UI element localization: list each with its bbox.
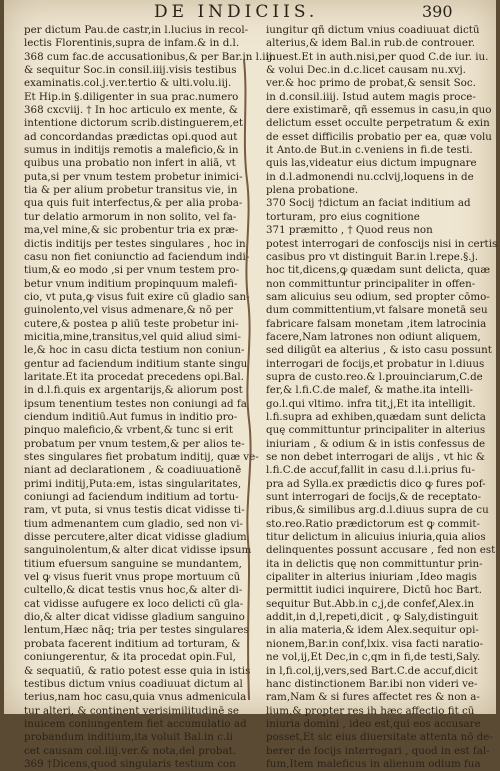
text-line: titur delictum in alicuius iniuria,quia alios (266, 531, 486, 544)
text-line: hoc tit,dicens,ꝙ quædam sunt delicta, quæ (266, 264, 491, 277)
text-line: cat vidisse aufugere ex loco delicti cū gla- (24, 597, 244, 610)
text-line: l.fi.supra ad exhiben,quædam sunt delicta (266, 410, 486, 423)
text-line: nionem,Bar.in conf,lxix. visa facti naratio- (266, 637, 484, 650)
text-line: interrogari de focijs,et probatur in l.diuus (266, 357, 485, 370)
text-line: non committuntur principaliter in offen- (266, 277, 476, 290)
text-line: casu non fiet coniunctio ad faciendum indi- (24, 250, 250, 263)
text-line: iniuriam , & odium & in istis confessus de (266, 437, 486, 450)
text-line: sam alicuius seu odium, sed propter cōmo- (266, 290, 490, 303)
text-line: laritate.Et ita procedat precedens opi.Bal. (24, 370, 244, 383)
text-line: micitia,mine,transitus,vel quid aliud simi- (24, 330, 241, 343)
text-line: sunt interrogari de focijs,& de receptato- (266, 491, 482, 504)
page-header (4, 2, 496, 24)
text-line: pinquo maleficio,& vrbent,& tunc si erit (24, 424, 233, 437)
text-line: dum committentium,vt falsare monetā seu (266, 304, 488, 317)
text-line: l.fi.C.de accuf,fallit in casu d.l.i.prius fu- (266, 464, 475, 477)
text-line: disse percutere,alter dicat vidisse gladium (24, 531, 247, 544)
text-line: in d.consil.iiij. Istud autem magis proce- (266, 90, 476, 103)
text-line: potest interrogari de confoscijs nisi in certis (266, 237, 498, 250)
text-line: fum,Item maleficus in alienum odium fua (266, 757, 481, 770)
text-line: dio,& alter dicat vidisse gladium sanguino (24, 611, 245, 624)
text-line: inuest.Et in auth.nisi,per quod C.de iur. iu. (266, 50, 489, 63)
text-line: Et Hip.in §.diligenter in sua prac.numero (24, 90, 239, 103)
text-line: ver.& hoc primo de probat,& sensit Soc. (266, 77, 476, 90)
text-line: ipsum tenentium testes non coniungi ad fa (24, 397, 247, 410)
text-line: in alia materia,& idem Alex.sequitur opi- (266, 624, 479, 637)
text-line: delinquentes possunt accusare , fed non est (266, 544, 496, 557)
text-line: quis las,videatur eius dictum impugnare (266, 157, 477, 170)
text-line: berer de focijs interrogari , quod in est fal- (266, 744, 490, 757)
text-line: titium efuersum sanguine se mundantem, (24, 557, 242, 570)
text-line: ma,vel mine,& sic probentur tria ex præ- (24, 224, 239, 237)
text-line: 368 cxcviij. † In hoc articulo ex mente, & (24, 104, 238, 117)
text-line: in d.l.admonendi nu.cclvij,loquens in de (266, 170, 474, 183)
text-line: 369 †Dicens,quod singularis testium con (24, 757, 236, 770)
text-line: quę committuntur principaliter in alterius (266, 424, 486, 437)
text-line: facere,Nam latrones non odiunt aliquem, (266, 330, 481, 343)
text-line: stes singulares fiet probatum inditij, quæ ve- (24, 451, 259, 463)
text-line: it Anto.de But.in c.veniens in fi.de testi. (266, 144, 473, 157)
text-line: gentur ad faciendum inditium stante singu (24, 357, 248, 370)
text-line: betur vnum inditium propinquum malefi- (24, 277, 238, 290)
book-page (4, 0, 498, 770)
text-line: sanguinolentum,& alter dicat vidisse ipsum (24, 544, 252, 557)
text-line: torturam, pro eius cognitione (266, 210, 420, 223)
text-line: sequitur But.Abb.in c,j,de confef,Alex.in (266, 597, 475, 610)
text-line: ram, vt puta, si vnus testis dicat vidisse ti- (24, 504, 245, 517)
text-line: tur delatio armorum in non solito, vel fa- (24, 210, 237, 223)
text-line: tium,& eo modo ,si per vnum testem pro- (24, 264, 240, 277)
text-line: cultello,& dicat testis vnus hoc,& alter di- (24, 584, 243, 597)
text-line: probandum inditium,ita voluit Bal.in c.li (24, 731, 233, 744)
text-line: per dictum Pau.de castr,in l.lucius in recol- (24, 24, 249, 36)
text-line: inuicem coniungentem fiet accumulatio ad (24, 717, 247, 730)
text-line: 371 præmitto , † Quod reus non (266, 224, 433, 237)
text-line: permittit iudici inquirere, Dictū hoc Bart. (266, 584, 483, 597)
right-text-column (266, 24, 498, 770)
text-line: dere existimarē, qñ essemus in casu,in quo (266, 104, 492, 117)
page-number: 390 (422, 2, 453, 21)
text-line: hanc distinctionem Bar.ibi non videri ve- (266, 677, 478, 690)
text-line: qua quis fuit interfectus,& per alia proba- (24, 197, 243, 210)
text-line: supra de custo.reo.& l.prouinciarum,C.de (266, 370, 483, 383)
text-line: terius,nam hoc casu,quia vnus admenicula (24, 691, 247, 704)
text-line: cutere,& postea p aliū teste probetur ini- (24, 317, 239, 330)
text-line: lentum,Hæc nāq; tria per testes singulares (24, 624, 249, 637)
text-line: & volui Dec.in d.c.licet causam nu.xvj. (266, 64, 466, 77)
text-line: 370 Socij †dictum an faciat inditium ad (266, 197, 471, 210)
text-line: & sequitur Soc.in consil.iiij.visis testibus (24, 64, 237, 77)
text-line: iungitur qñ dictum vnius coadiuuat dictū (266, 24, 480, 36)
text-line: sed diligūt ea alterius , & isto casu possunt (266, 344, 492, 357)
text-line: tia & per alium probetur transitus vie, in (24, 184, 238, 197)
text-line: puta,si per vnum testem probetur inimici- (24, 170, 243, 183)
text-line: in l,fi.col,ij,vers,sed Bart.C.de accuf,dicit (266, 664, 478, 677)
text-line: casibus pro vt distinguit Bar.in l.repe.§.j. (266, 250, 479, 263)
text-line: ram,Nam & si fures affectet res & non a- (266, 691, 480, 704)
text-line: cio, vt puta,ꝙ visus fuit exire cū gladio san- (24, 290, 250, 303)
left-text-column (24, 24, 276, 770)
text-line: guinolento,vel visus admenare,& nō per (24, 304, 233, 317)
text-line: lium,& propter res ih hæc affectio fit cū (266, 704, 475, 717)
text-line: fabricare falsam monetam ,item latrocinia (266, 317, 487, 330)
text-line: coniungerentur, & ita procedat opin.Ful, (24, 651, 236, 664)
text-line: testibus dictum vnius coadiuuat dictum al (24, 677, 243, 690)
text-line: 368 cum fac.de accusationibus,& per Bar.in l.iij. (24, 50, 276, 63)
text-line: vel ꝙ visus fuerit vnus prope mortuum cū (24, 571, 241, 584)
text-line: dictis inditijs per testes singulares , hoc in (24, 237, 246, 250)
text-line: lectis Florentinis,supra de infam.& in d.l. (24, 37, 240, 50)
text-line: probatum per vnum testem,& per alios te- (24, 437, 245, 450)
text-line: le,& hoc in casu dicta testium non coniun- (24, 344, 245, 357)
text-line: in d.l.fi.quis ex argentarijs,& aliorum post (24, 384, 243, 397)
text-line: alterius,& idem Bal.in rub.de controuer. (266, 37, 476, 50)
text-line: probata facerent inditium ad torturam, & (24, 637, 241, 650)
text-line: primi inditij,Puta:em, istas singularitates, (24, 477, 242, 490)
text-line: pra ad Sylla.ex prædictis dico ꝙ fures pof- (266, 477, 486, 490)
text-line: go.l.qui vltimo. infra tit,j,Et ita intelligit. (266, 397, 476, 410)
text-line: fer,& l.fi.C.de malef, & mathe.ita intelli- (266, 384, 473, 397)
text-line: cet causam col.iiij.ver.& nota,del probat. (24, 744, 237, 757)
text-line: niant ad declarationem , & coadiuuationē (24, 464, 242, 477)
text-line: ribus,& similibus arg.d.l.diuus supra de cu (266, 504, 489, 517)
text-line: ita in delictis quę non committuntur prin- (266, 557, 483, 570)
text-line: sumus in inditijs remotis a maleficio,& in (24, 144, 239, 157)
text-line: tium admenantem cum gladio, sed non vi- (24, 517, 244, 530)
text-line: posset,Et sic eius diuersitate attenta nō de- (266, 731, 493, 744)
text-line: addit,in d,l,repeti,dicit , ꝙ Saly,distinguit (266, 611, 479, 624)
text-line: ne vol,ij,Et Dec,in c,qm in fi,de testi,Saly. (266, 651, 481, 664)
text-line: examinatis.col.j.ver.tertio & ulti.volu.iij. (24, 77, 232, 90)
text-line: sto.reo.Ratio prædictorum est ꝙ commit- (266, 517, 481, 530)
text-line: quibus una probatio non infert in aliā, vt (24, 157, 236, 170)
text-line: de esset difficilis probatio per ea, quæ volu (266, 130, 492, 143)
text-line: cipaliter in alterius iniuriam ,Ideo magis (266, 571, 477, 584)
text-line: iniuria domini , ideo est,qui eos accusare (266, 717, 481, 730)
running-title: DE INDICIIS. (154, 2, 319, 22)
text-line: ad concordandas prædictas opi.quod aut (24, 130, 238, 143)
text-line: plena probatione. (266, 184, 359, 197)
text-line: tur alteri, & continent verisimilitudinē se (24, 704, 240, 717)
text-line: se non debet interrogari de alijs , vt hic & (266, 451, 485, 463)
text-line: delictum esset occulte perpetratum & exin (266, 117, 490, 130)
text-line: coniungi ad faciendum inditium ad tortu- (24, 491, 239, 504)
text-line: intentione dictorum scrib.distinguerem,et (24, 117, 243, 130)
text-line: ciendum inditiū.Aut fumus in inditio pro- (24, 410, 238, 423)
text-line: & sequatiū, & ratio potest esse quia in istis (24, 664, 251, 677)
